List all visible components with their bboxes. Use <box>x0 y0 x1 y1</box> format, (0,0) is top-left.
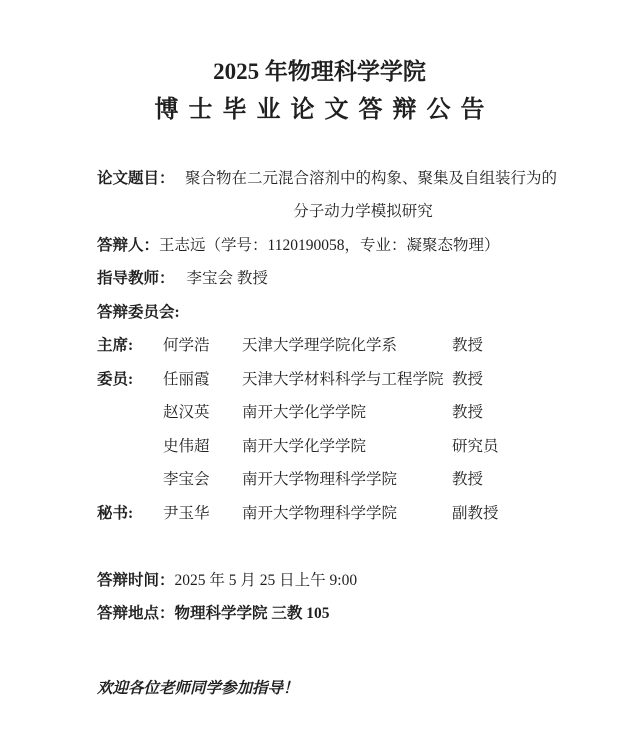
thesis-title-line1: 聚合物在二元混合溶剂中的构象、聚集及自组装行为的 <box>185 169 558 187</box>
committee-row <box>97 395 602 429</box>
thesis-title-row2 <box>97 194 602 228</box>
advisor-value: 李宝会 教授 <box>186 270 268 288</box>
committee-heading-row <box>97 294 602 328</box>
committee-role: 主席: <box>97 337 134 355</box>
committee-member-name: 尹玉华 <box>163 504 210 522</box>
committee-member-title: 研究员 <box>452 437 499 455</box>
committee-heading: 答辩委员会: <box>97 303 180 321</box>
thesis-title-line2: 分子动力学模拟研究 <box>293 203 433 221</box>
committee-member-title: 教授 <box>452 370 484 388</box>
defense-time-value: 2025 年 5 月 25 日上午 9:00 <box>174 571 358 589</box>
committee-member-affiliation: 南开大学化学学院 <box>242 437 367 455</box>
committee-role: 委员: <box>97 370 134 388</box>
defense-time-row <box>97 562 602 596</box>
committee-row <box>97 495 602 529</box>
blank-line <box>97 529 602 563</box>
committee-member-affiliation: 天津大学材料科学与工程学院 <box>242 370 444 388</box>
advisor-row <box>97 261 602 295</box>
committee-member-name: 何学浩 <box>163 337 210 355</box>
committee-row <box>97 462 602 496</box>
page-title-line1: 2025 年物理科学学院 <box>213 59 426 84</box>
committee-member-name: 任丽霞 <box>163 370 210 388</box>
advisor-label: 指导教师： <box>97 270 175 288</box>
committee-row <box>97 428 602 462</box>
committee-member-title: 教授 <box>452 471 484 489</box>
defense-location-row <box>97 596 602 630</box>
committee-member-title: 教授 <box>452 337 484 355</box>
committee-row <box>97 361 602 395</box>
defender-row <box>97 227 602 261</box>
committee-role: 秘书: <box>97 504 134 522</box>
defender-label: 答辩人： <box>97 236 160 254</box>
committee-member-name: 史伟超 <box>163 437 210 455</box>
committee-member-title: 教授 <box>452 404 484 422</box>
committee-member-name: 李宝会 <box>163 471 210 489</box>
defense-location-label: 答辩地点： <box>97 605 175 623</box>
page-title-line2: 博士毕业论文答辩公告 <box>154 97 495 123</box>
document-body <box>97 160 602 629</box>
committee-member-title: 副教授 <box>452 504 499 522</box>
welcome-note: 欢迎各位老师同学参加指导！ <box>97 680 299 697</box>
thesis-title-label: 论文题目： <box>97 169 175 187</box>
defense-time-label: 答辩时间： <box>97 571 175 589</box>
committee-member-affiliation: 天津大学理学院化学系 <box>242 337 398 355</box>
committee-member-affiliation: 南开大学物理科学学院 <box>242 504 398 522</box>
thesis-title-row <box>97 160 602 194</box>
committee-member-affiliation: 南开大学化学学院 <box>242 404 367 422</box>
defense-location-value: 物理科学学院 三教 105 <box>174 605 330 623</box>
committee-row <box>97 328 602 362</box>
defender-value: 王志远（学号：1120190058，专业：凝聚态物理） <box>159 236 500 254</box>
committee-member-name: 赵汉英 <box>163 404 210 422</box>
committee-member-affiliation: 南开大学物理科学学院 <box>242 471 398 489</box>
